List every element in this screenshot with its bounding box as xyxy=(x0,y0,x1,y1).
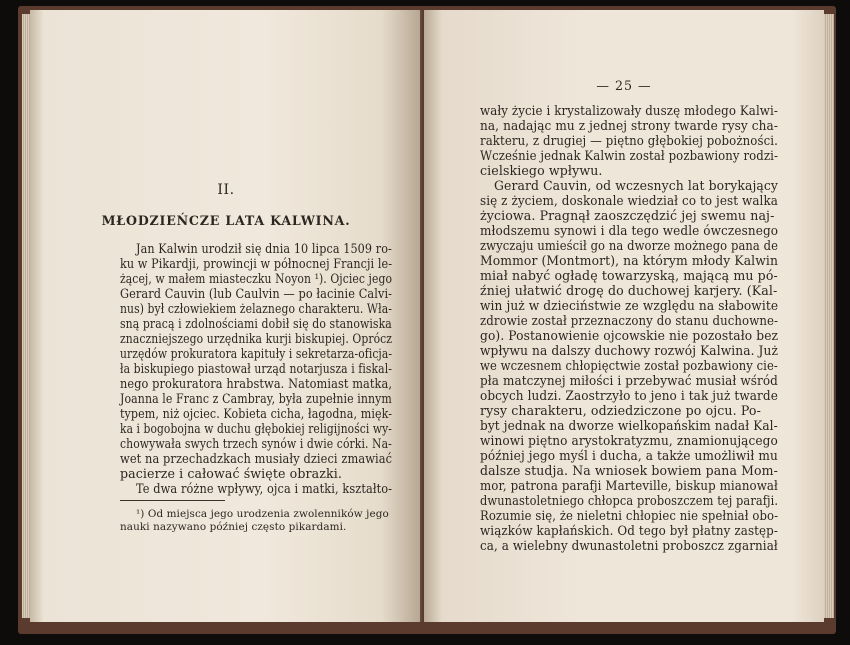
body-line: we wczesnem chłopięctwie został pozbawiony cie- xyxy=(480,358,778,373)
body-line: Wcześnie jednak Kalwin został pozbawiony rodzi- xyxy=(480,148,779,163)
body-line: Te dwa różne wpływy, ojca i matki, kształto- xyxy=(136,481,393,496)
body-line: później jego myśl i ducha, a także umożliwił mu xyxy=(480,448,778,463)
page-edges-right xyxy=(824,14,834,618)
body-line: Jan Kalwin urodził się dnia 10 lipca 1509 ro- xyxy=(136,241,392,256)
body-line: ka i bogobojna w duchu głębokiej religijności wy- xyxy=(120,421,392,436)
footnote-line: ¹) Od miejsca jego urodzenia zwolenników jego xyxy=(136,508,389,520)
body-line: Gerard Cauvin (lub Caulvin — po łacinie Calvi- xyxy=(120,286,393,301)
body-line: ca, a wielebny dwunastoletni proboszcz zgarniał xyxy=(480,538,778,553)
body-line: go). Postanowienie ojcowskie nie pozostało bez xyxy=(480,328,779,343)
body-line: dalsze studja. Na wniosek bowiem pana Mom- xyxy=(480,463,778,478)
body-line: win już w dzieciństwie ze względu na słabowite xyxy=(480,298,779,313)
body-line: rakteru, z drugiej — piętno głębokiej pobożności. xyxy=(480,133,778,148)
body-line: cielskiego wpływu. xyxy=(480,163,603,178)
body-line: miał nabyć ogładę towarzyską, mającą mu pó- xyxy=(480,268,778,283)
body-line: wet na przechadzkach musiały dzieci zmawiać xyxy=(120,451,393,466)
body-line: pacierze i całować święte obrazki. xyxy=(120,466,342,481)
body-line: zwyczaju umieścił go na dworze możnego pana de xyxy=(480,238,779,253)
body-line: Mommor (Montmort), na którym młody Kalwin xyxy=(480,253,779,268)
footnote-divider xyxy=(120,500,225,501)
page-number: — 25 — xyxy=(596,78,652,93)
body-line: mor, patrona parafji Marteville, biskup mianował xyxy=(480,478,778,493)
body-line: ku w Pikardji, prowincji w północnej Francji le- xyxy=(120,256,393,271)
chapter-title: MŁODZIEŃCZE LATA KALWINA. xyxy=(101,213,351,228)
page-edges-left xyxy=(22,14,30,618)
body-line: Rozumie się, że nieletni chłopiec nie spełniał obo- xyxy=(480,508,779,523)
body-line: pła matczynej miłości i przebywać musiał wśród xyxy=(480,373,778,388)
body-line: nus) był człowiekiem żelaznego charakteru. Wła- xyxy=(120,301,392,316)
body-line: ła biskupiego piastował urząd notarjusza i fiskal- xyxy=(120,361,392,376)
body-line: wpływu na dalszy duchowy rozwój Kalwina. Już xyxy=(480,343,779,358)
footnote-line: nauki nazywano później często pikardami. xyxy=(120,521,347,533)
body-line: dwunastoletniego chłopca proboszczem tej parafji. xyxy=(480,493,779,508)
body-line: rysy charakteru, odziedziczone po ojcu. Po- xyxy=(480,403,761,418)
body-line: wały życie i krystalizowały duszę młodego Kalwi- xyxy=(480,103,778,118)
body-line: winowi piętno arystokratyzmu, znamionującego xyxy=(480,433,778,448)
body-line: się z życiem, doskonale wiedział co to jest walka xyxy=(480,193,779,208)
body-line: źniej ułatwić drogę do duchowej karjery. (Kal- xyxy=(480,283,778,298)
body-line: obcych ludzi. Zaostrzyło to jeno i tak już twarde xyxy=(480,388,778,403)
body-line: młodszemu synowi i dla tego wedle ówczesnego xyxy=(480,223,779,238)
body-line: zdrowie został przeznaczony do stanu duchowne- xyxy=(480,313,779,328)
body-line: urzędów prokuratora kapituły i sekretarza-oficja- xyxy=(120,346,393,361)
chapter-number: II. xyxy=(217,182,235,198)
body-line: chowywała swych trzech synów i dwie córki. Na- xyxy=(120,436,392,451)
body-line: żącej, w małem miasteczku Noyon ¹). Ojciec jego xyxy=(120,271,393,286)
body-line: Joanna le Franc z Cambray, była zupełnie innym xyxy=(120,391,392,406)
body-line: typem, niż ojciec. Kobieta cicha, łagodna, mięk- xyxy=(120,406,393,421)
body-line: na, nadając mu z jednej strony twarde rysy cha- xyxy=(480,118,779,133)
body-line: życiowa. Pragnął zaoszczędzić jej swemu naj- xyxy=(480,208,775,223)
body-line: sną pracą i zdolnościami dobił się do stanowiska xyxy=(120,316,392,331)
body-line: Gerard Cauvin, od wczesnych lat borykający xyxy=(494,178,779,193)
body-line: byt jednak na dworze wielkopańskim nadał Kal- xyxy=(480,418,778,433)
body-line: znaczniejszego urzędnika kurji biskupiej. Oprócz xyxy=(120,331,393,346)
body-line: nego prokuratora hrabstwa. Natomiast matka, xyxy=(120,376,393,391)
body-line: wiązków kapłańskich. Od tego był płatny zastęp- xyxy=(480,523,779,538)
